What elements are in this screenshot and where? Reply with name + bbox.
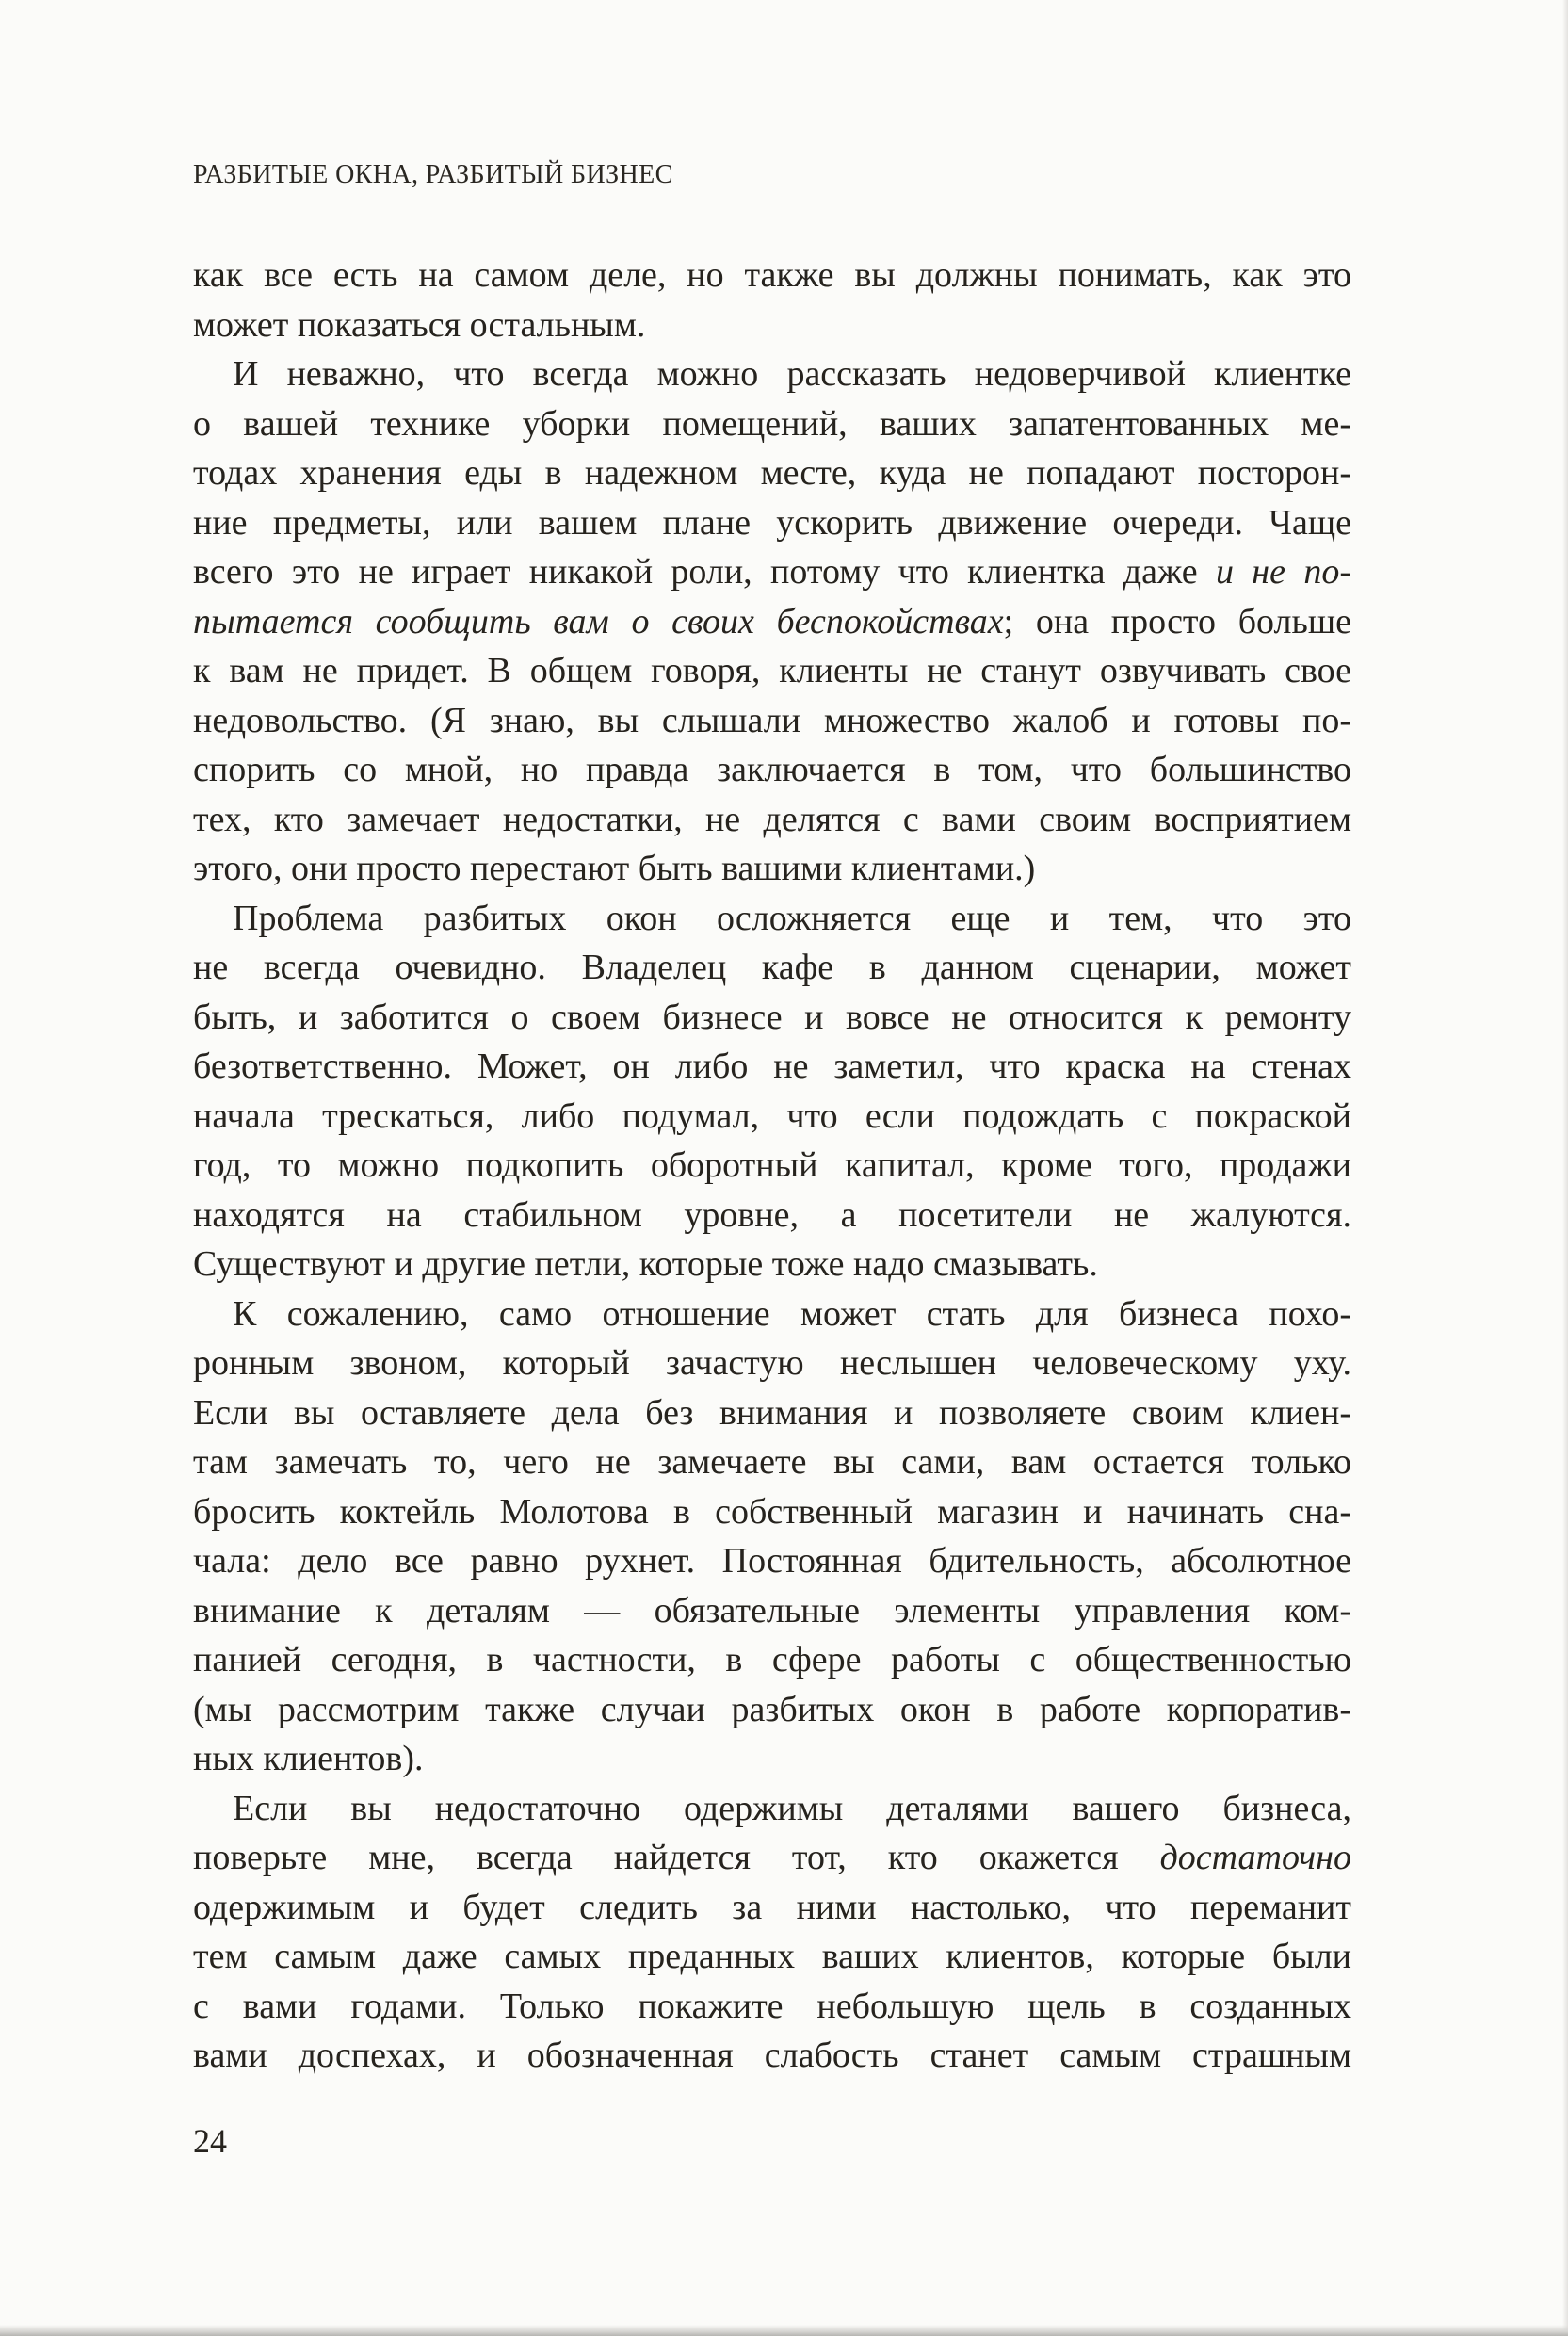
text-segment: не всегда очевидно. Владелец кафе в данном сценарии, может (193, 948, 1351, 987)
text-line (193, 547, 1351, 597)
text-segment: спорить со мной, но правда заключается в том, что большинство (193, 750, 1351, 789)
emphasis-text: достаточно (1159, 1838, 1351, 1877)
text-segment: недовольство. (Я знаю, вы слышали множество жалоб и готовы по- (193, 700, 1351, 740)
text-line (193, 1092, 1351, 1142)
text-segment: чала: дело все равно рухнет. Постоянная бдительность, абсолютное (193, 1541, 1351, 1581)
text-line (193, 1586, 1351, 1636)
text-segment: Если вы оставляете дела без внимания и позволяете своим клиен- (193, 1392, 1351, 1433)
emphasis-text: пытается сообщить вам о своих беспокойствах (193, 601, 1004, 641)
page-edge-right (1562, 0, 1568, 2336)
text-segment: безответственно. Может, он либо не заметил, что краска на стенах (193, 1046, 1351, 1086)
text-segment: тодах хранения еды в надежном месте, куда не попадают посторон- (193, 453, 1351, 493)
emphasis-text: и не по- (1215, 552, 1352, 592)
text-segment: находятся на стабильном уровне, а посетители не жалуются. (193, 1194, 1351, 1235)
text-line (193, 1784, 1351, 1834)
text-segment: быть, и заботится о своем бизнесе и вовсе не относится к ремонту (193, 997, 1351, 1037)
text-segment: ; она просто больше (1003, 601, 1351, 641)
text-line (193, 696, 1351, 746)
text-segment: К сожалению, само отношение может стать для бизнеса похо- (233, 1293, 1351, 1334)
text-line (193, 894, 1351, 944)
text-line (193, 993, 1351, 1043)
text-line (193, 943, 1351, 993)
text-line (193, 1982, 1351, 2032)
text-segment: этого, они просто перестают быть вашими клиентами.) (193, 849, 1036, 888)
text-segment: Если вы недостаточно одержимы деталями вашего бизнеса, (233, 1788, 1351, 1828)
text-segment: поверьте мне, всегда найдется тот, кто окажется (193, 1838, 1160, 1877)
text-segment: ние предметы, или вашем плане ускорить движение очереди. Чаще (193, 502, 1351, 543)
text-segment: панией сегодня, в частности, в сфере работы с общественностью (193, 1640, 1351, 1679)
text-segment: внимание к деталям — обязательные элементы управления ком- (193, 1590, 1351, 1630)
text-segment: (мы рассмотрим также случаи разбитых окон в работе корпоратив- (193, 1689, 1351, 1729)
text-line (193, 2031, 1351, 2081)
text-line (193, 1833, 1351, 1883)
text-segment: Существуют и другие петли, которые тоже надо смазывать. (193, 1244, 1098, 1284)
text-line (193, 1635, 1351, 1685)
text-line (193, 1437, 1351, 1487)
page-edge-bottom (0, 2325, 1568, 2336)
text-line (193, 1191, 1351, 1241)
text-segment: к вам не придет. В общем говоря, клиенты не станут озвучивать свое (193, 651, 1351, 690)
text-segment: И неважно, что всегда можно рассказать недоверчивой клиентке (233, 354, 1351, 394)
text-segment: ных клиентов). (193, 1739, 424, 1778)
text-line (193, 1240, 1351, 1290)
text-line (193, 1734, 1351, 1784)
page-number: 24 (193, 2122, 227, 2160)
text-segment: одержимым и будет следить за ними настолько, что переманит (193, 1887, 1351, 1927)
text-line (193, 1536, 1351, 1586)
text-line (193, 844, 1351, 894)
text-segment: всего это не играет никакой роли, потому что клиентка даже (193, 552, 1216, 592)
text-line (193, 1685, 1351, 1735)
text-segment: начала трескаться, либо подумал, что если подождать с покраской (193, 1095, 1351, 1136)
text-line (193, 597, 1351, 647)
text-segment: как все есть на самом деле, но также вы должны понимать, как это (193, 255, 1351, 295)
text-segment: год, то можно подкопить оборотный капитал, кроме того, продажи (193, 1145, 1351, 1185)
text-line (193, 399, 1351, 449)
text-line (193, 745, 1351, 795)
text-line (193, 251, 1351, 300)
text-segment: о вашей технике уборки помещений, ваших запатентованных ме- (193, 403, 1351, 444)
text-segment: бросить коктейль Молотова в собственный магазин и начинать сна- (193, 1491, 1351, 1532)
text-line (193, 1388, 1351, 1438)
text-segment: там замечать то, чего не замечаете вы сами, вам остается только (193, 1442, 1351, 1482)
text-segment: тем самым даже самых преданных ваших клиентов, которые были (193, 1937, 1351, 1976)
text-segment: Проблема разбитых окон осложняется еще и тем, что это (233, 898, 1351, 938)
text-line (193, 1338, 1351, 1388)
text-line (193, 1883, 1351, 1933)
text-line (193, 1141, 1351, 1191)
text-line (193, 646, 1351, 696)
text-line (193, 795, 1351, 845)
text-segment: с вами годами. Только покажите небольшую щель в созданных (193, 1986, 1351, 2026)
text-line (193, 349, 1351, 399)
text-segment: может показаться остальным. (193, 304, 646, 345)
running-head: РАЗБИТЫЕ ОКНА, РАЗБИТЫЙ БИЗНЕС (193, 160, 673, 189)
text-line (193, 1042, 1351, 1092)
text-line (193, 300, 1351, 350)
body-text (193, 251, 1351, 2081)
text-segment: тех, кто замечает недостатки, не делятся с вами своим восприятием (193, 799, 1351, 839)
text-line (193, 1932, 1351, 1982)
text-line (193, 1487, 1351, 1537)
text-segment: вами доспехах, и обозначенная слабость станет самым страшным (193, 2036, 1351, 2075)
text-segment: ронным звоном, который зачастую неслышен человеческому уху. (193, 1343, 1351, 1383)
text-line (193, 448, 1351, 498)
text-line (193, 1290, 1351, 1339)
text-line (193, 498, 1351, 548)
